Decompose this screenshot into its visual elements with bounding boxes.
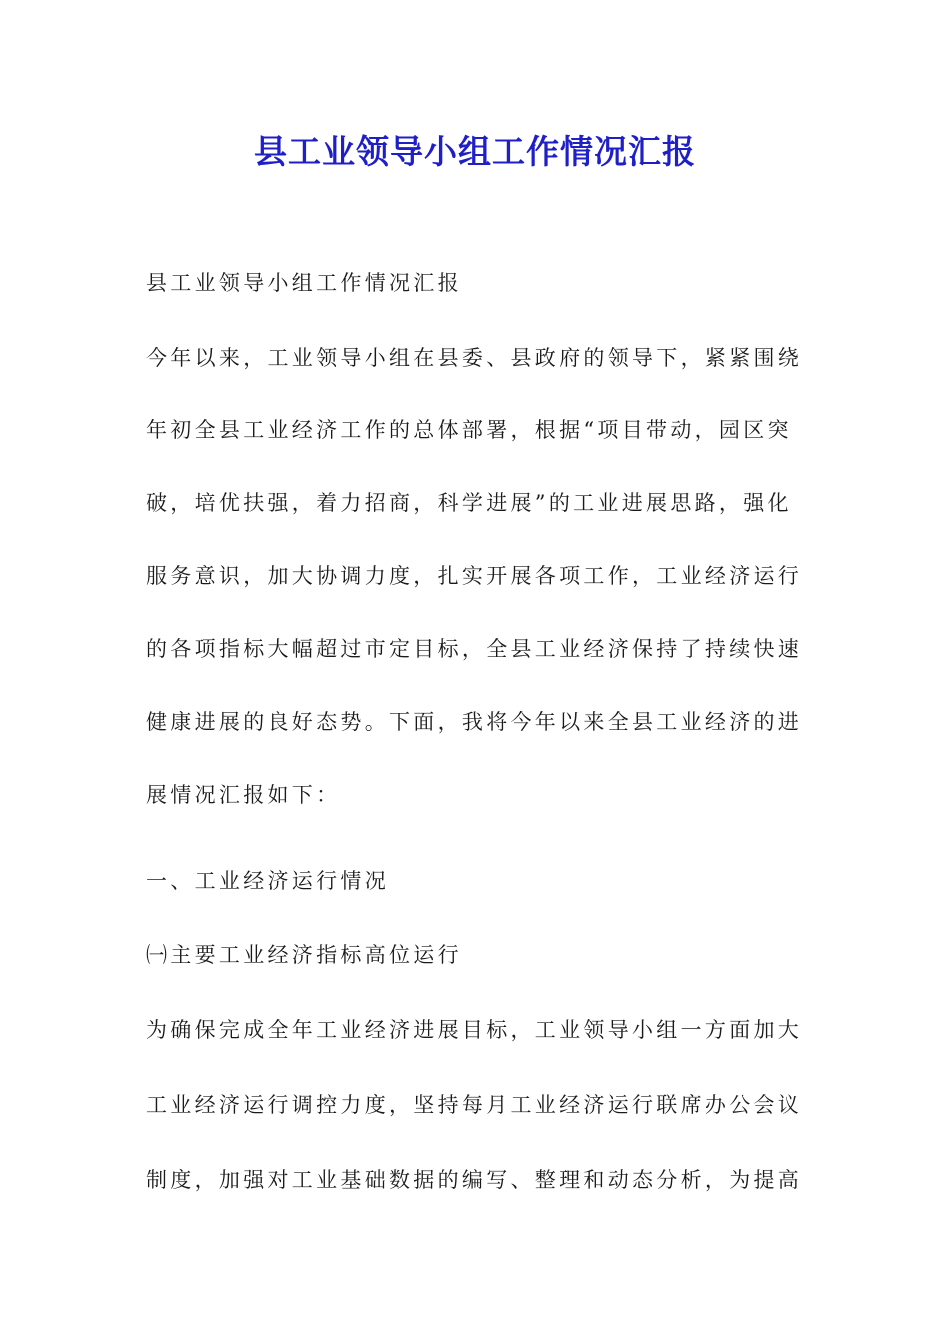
paragraph-line: 展情况汇报如下： [146, 783, 341, 807]
paragraph-line: 服务意识，加大协调力度，扎实开展各项工作，工业经济运行 [146, 564, 803, 588]
paragraph-line: 今年以来，工业领导小组在县委、县政府的领导下，紧紧围绕 [146, 346, 803, 370]
paragraph-line: 健康进展的良好态势。下面，我将今年以来全县工业经济的进 [146, 710, 803, 734]
subtitle-line: 县工业领导小组工作情况汇报 [146, 271, 462, 295]
paragraph-line: 的各项指标大幅超过市定目标，全县工业经济保持了持续快速 [146, 637, 803, 661]
paragraph-line: 工业经济运行调控力度，坚持每月工业经济运行联席办公会议 [146, 1093, 803, 1117]
paragraph-line: 破，培优扶强，着力招商，科学进展”的工业进展思路，强化 [146, 491, 792, 515]
paragraph-line: 年初全县工业经济工作的总体部署，根据“项目带动，园区突 [146, 418, 792, 442]
section-heading: 一、工业经济运行情况 [146, 869, 389, 893]
paragraph-line: 制度，加强对工业基础数据的编写、整理和动态分析，为提高 [146, 1168, 803, 1192]
subsection-heading: ㈠主要工业经济指标高位运行 [146, 943, 462, 967]
paragraph-line: 为确保完成全年工业经济进展目标，工业领导小组一方面加大 [146, 1018, 803, 1042]
document-title: 县工业领导小组工作情况汇报 [254, 132, 696, 171]
